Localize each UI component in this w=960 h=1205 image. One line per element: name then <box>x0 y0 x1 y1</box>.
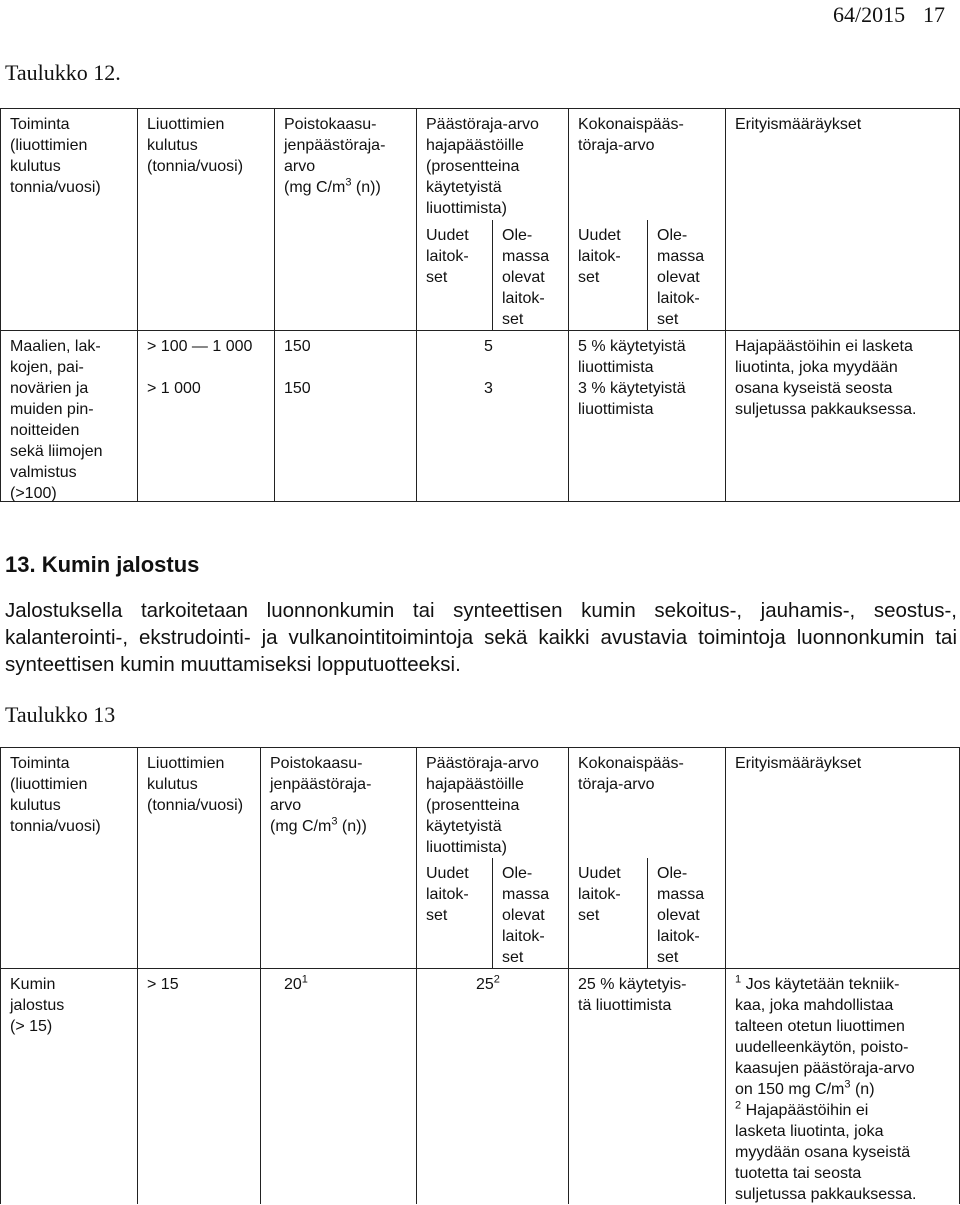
section-heading: 13. Kumin jalostus <box>5 552 200 577</box>
t13-row-kulutus: > 15 <box>147 976 179 993</box>
t13-header-toiminta: Toiminta (liuottimien kulutus tonnia/vuosi) <box>10 755 101 835</box>
t13-header-olemassa-2: Ole- massa olevat laitok- set <box>657 865 705 966</box>
header-uudet-1: Uudet laitok- set <box>426 227 469 286</box>
header-hajapaasto: Päästöraja-arvo hajapäästöille (prosentteina käytetyistä liuottimista) <box>426 116 539 217</box>
row-haja-1: 5 <box>484 338 493 355</box>
row-kulutus-2: > 1 000 <box>147 380 201 397</box>
page-number: 17 <box>923 2 945 27</box>
header-poistokaasu: Poistokaasu- jenpäästöraja- arvo (mg $C/m^3$ (n)) <box>284 116 386 196</box>
header-uudet-2: Uudet laitok- set <box>578 227 621 286</box>
t13-header-erityis: Erityismääräykset <box>735 755 862 772</box>
header-olemassa-2: Ole- massa olevat laitok- set <box>657 227 705 328</box>
t13-header-uudet-1: Uudet laitok- set <box>426 865 469 924</box>
row-erityis: Hajapäästöihin ei lasketa liuotinta, joka myydään osana kyseistä seosta suljetussa pakkauksessa. <box>735 338 917 418</box>
header-kulutus: Liuottimien kulutus (tonnia/vuosi) <box>147 116 244 175</box>
row-poisto-2: 150 <box>284 380 311 397</box>
row-kokonais-1: 5 % käytetyistä liuottimista <box>578 338 686 376</box>
t13-row-haja: $25^2$ <box>476 973 500 993</box>
issue-number: 64/2015 <box>833 2 906 27</box>
t13-header-olemassa-1: Ole- massa olevat laitok- set <box>502 865 550 966</box>
t13-header-uudet-2: Uudet laitok- set <box>578 865 621 924</box>
header-kokonais: Kokonaispääs- töraja-arvo <box>578 116 684 154</box>
t13-row-toiminta: Kumin jalostus (> 15) <box>10 976 65 1035</box>
t13-header-kokonais: Kokonaispääs- töraja-arvo <box>578 755 684 793</box>
table-12-caption: Taulukko 12. <box>5 60 121 85</box>
row-haja-2: 3 <box>484 380 493 397</box>
row-poisto-1: 150 <box>284 338 311 355</box>
row-toiminta: Maalien, lak- kojen, pai- novärien ja muiden pin- noitteiden sekä liimojen valmistus (>100) <box>10 338 103 502</box>
row-kulutus-1: > 100 — 1 000 <box>147 338 253 355</box>
row-kokonais-2: 3 % käytetyistä liuottimista <box>578 380 686 418</box>
header-olemassa-1: Ole- massa olevat laitok- set <box>502 227 550 328</box>
t13-row-notes: $^1$ Jos käytetään tekniik- kaa, joka mahdollistaa talteen otetun liuottimen uudelleenkäytön, poisto- kaasujen päästöraja-arvo on 150 mg $C/m^3$ (n) $^2$ Hajapäästöihin ei lasketa liuotinta, joka myydään osana kyseistä tuotetta tai seosta suljetussa pakkauksessa. <box>735 973 917 1203</box>
t13-header-poistokaasu: Poistokaasu- jenpäästöraja- arvo (mg $C/m^3$ (n)) <box>270 755 372 835</box>
table-13-caption: Taulukko 13 <box>5 702 116 727</box>
t13-header-hajapaasto: Päästöraja-arvo hajapäästöille (prosentteina käytetyistä liuottimista) <box>426 755 539 856</box>
t13-row-kokonais: 25 % käytetyis- tä liuottimista <box>578 976 687 1014</box>
section-paragraph: Jalostuksella tarkoitetaan luonnonkumin tai synteettisen kumin sekoitus-, jauhamis-, seostus-, kalanterointi-, ekstrudointi- ja vulkanointitoimintoja sekä kaikki avustavia toimintoja luonnonkumin tai synteettisen kumin muuttamiseksi lopputuotteeksi. <box>5 599 957 676</box>
t13-header-kulutus: Liuottimien kulutus (tonnia/vuosi) <box>147 755 244 814</box>
header-toiminta: Toiminta (liuottimien kulutus tonnia/vuosi) <box>10 116 101 196</box>
t13-row-poisto: $20^1$ <box>284 973 308 993</box>
header-erityis: Erityismääräykset <box>735 116 862 133</box>
